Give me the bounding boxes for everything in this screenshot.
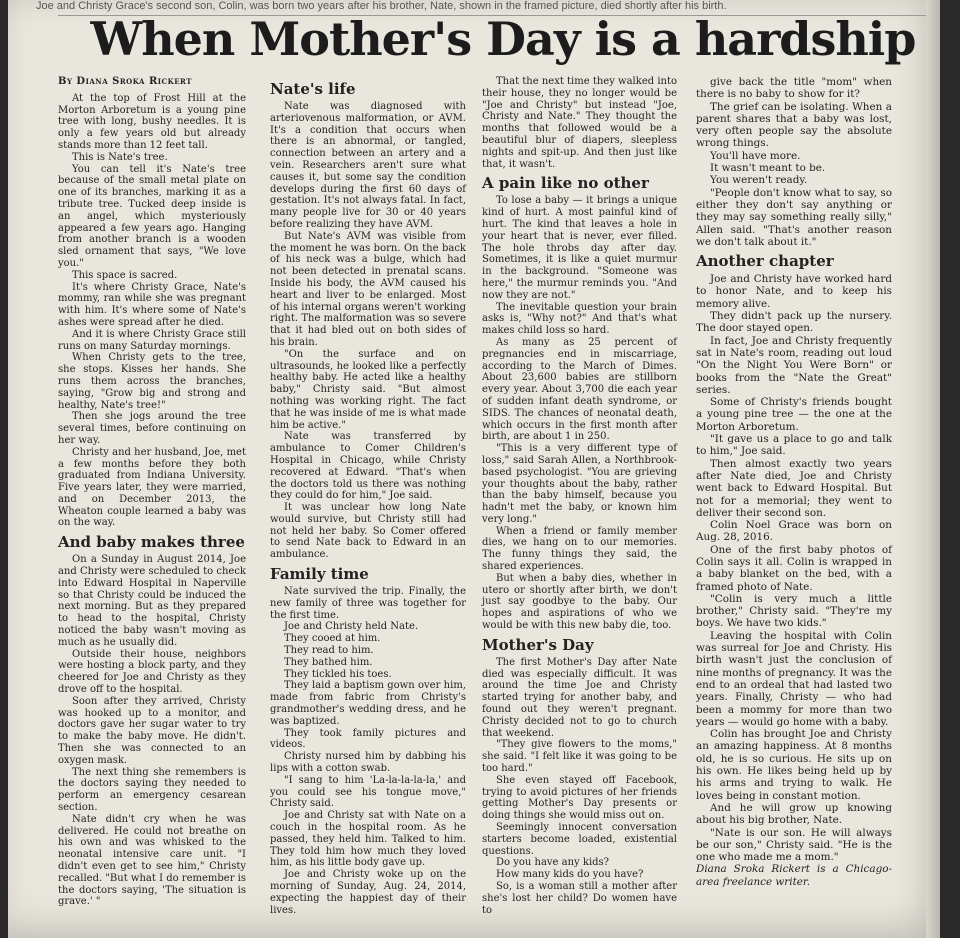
paragraph: So, is a woman still a mother after she's lost her child? Do women have to: [482, 881, 677, 916]
paragraph: They didn't pack up the nursery. The door stayed open.: [696, 310, 892, 335]
paragraph: You weren't ready.: [710, 174, 808, 187]
paragraph: Soon after they arrived, Christy was hooked up to a monitor, and doctors gave her sugar water to try to make the baby move. He didn't. Then she was connected to an oxygen mask.: [58, 695, 246, 766]
paragraph: How many kids do you have?: [496, 869, 644, 881]
page-edge: [926, 0, 940, 938]
paragraph: As many as 25 percent of pregnancies end in miscarriage, according to the March of Dimes. About 23,600 babies are stillborn every year. About 3,700 die each year of sudden infant death syndrome, or SIDS. The chances of neonatal death, which occurs in the first month after birth, are about 1 in 250.: [482, 336, 677, 443]
paragraph: They cooed at him.: [284, 633, 381, 645]
paragraph: But when a baby dies, whether in utero or shortly after birth, we don't just say goodbye to the baby. Our hopes and aspirations of who we would be with this new baby die, too.: [482, 572, 677, 632]
paragraph: Leaving the hospital with Colin was surreal for Joe and Christy. His birth wasn't just the conclusion of nine months of pregnancy. It was the end to an ordeal that had lasted two years. Finally, Christy — who had been a mommy for more than two years — would go home with a baby.: [696, 629, 892, 728]
section-grief: [696, 76, 892, 248]
paragraph: When a friend or family member dies, we hang on to our memories. The funny things they said, the shared experiences.: [482, 525, 677, 573]
section-another-chapter: [696, 253, 892, 863]
paragraph: "Colin is very much a little brother," Christy said. "They're my boys. We have two kids.": [696, 592, 892, 630]
paragraph: It was unclear how long Nate would survive, but Christy still had not held her baby. So Comer offered to send Nate back to Edward in an ambulance.: [270, 502, 466, 561]
paragraph: You can tell it's Nate's tree because of the small metal plate on one of its branches, marking it as a tribute tree. Tucked deep inside is an angel, which mysteriously appeared a few years ago. Hanging from another branch is a wooden sled ornament that says, "We love you.": [58, 163, 246, 269]
paragraph: give back the title "mom" when there is no baby to show for it?: [696, 76, 892, 101]
paragraph: But Nate's AVM was visible from the moment he was born. On the back of his neck was a bulge, which had not been detected in prenatal scans. Inside his body, the AVM caused his heart and liver to be enlarged. Most of his internal organs weren't working right. The malformation was so severe that it had bled out on both sides of his brain.: [270, 230, 466, 348]
paragraph: Nate was diagnosed with arteriovenous malformation, or AVM. It's a condition that occurs when there is an abnormal, or tangled, connection between an artery and a vein. Researchers aren't sure what causes it, but some say the condition develops during the first 60 days of gestation. It's not always fatal. In fact, many people live for 30 or 40 years before realizing they have AVM.: [270, 101, 466, 230]
paragraph: At the top of Frost Hill at the Morton Arboretum is a young pine tree with long, bushy needles. It is only a few years old but already stands more than 12 feet tall.: [58, 92, 246, 151]
paragraph: Colin Noel Grace was born on Aug. 28, 2016.: [696, 519, 892, 544]
paragraph: "I sang to him 'La-la-la-la-la,' and you could see his tongue move," Christy said.: [270, 774, 466, 810]
paragraph: Joe and Christy woke up on the morning of Sunday, Aug. 24, 2014, expecting the happiest day of their lives.: [270, 869, 466, 916]
paragraph: On a Sunday in August 2014, Joe and Christy were scheduled to check into Edward Hospital in Naperville so that Christy could be induced the next morning. But as they prepared to head to the hospital, Christy noticed the baby wasn't moving as much as he usually did.: [58, 554, 246, 648]
paragraph: Then she jogs around the tree several times, before continuing on her way.: [58, 411, 246, 446]
paragraph: Seemingly innocent conversation starters become loaded, existential questions.: [482, 822, 677, 857]
section-heading: Mother's Day: [482, 635, 594, 654]
paragraph: "Nate is our son. He will always be our son," Christy said. "He is the one who made me a mom.": [696, 826, 892, 864]
paragraph: They tickled his toes.: [284, 668, 392, 680]
paragraph: Nate was transferred by ambulance to Comer Children's Hospital in Chicago, while Christy recovered at Edward. "That's when the doctors told us there was nothing they could do for him," Joe said.: [270, 431, 466, 502]
newspaper-page: [8, 0, 940, 938]
paragraph: Nate didn't cry when he was delivered. He could not breathe on his own and was whisked to the neonatal intensive care unit. "I didn't even get to see him," Christy recalled. "But what I do remember is the doctors saying, 'The situation is grave.' ": [58, 813, 246, 908]
author-credit: Diana Sroka Rickert is a Chicago-area freelance writer.: [696, 863, 892, 888]
paragraph: Some of Christy's friends bought a young pine tree — the one at the Morton Arboretum.: [696, 396, 892, 433]
section-nates-life: [270, 81, 466, 561]
paragraph: Nate survived the trip. Finally, the new family of three was together for the first time.: [270, 586, 466, 621]
paragraph: This space is sacred.: [72, 269, 178, 281]
paragraph: Christy nursed him by dabbing his lips with a cotton swab.: [270, 751, 466, 775]
section-and-baby-makes-three: [58, 534, 246, 908]
paragraph: Christy and her husband, Joe, met a few months before they both graduated from Indiana University. Five years later, they were married, and on December 2013, the Wheaton couple learned a baby was on the way.: [58, 446, 246, 529]
column-2: [270, 76, 466, 916]
paragraph: They took family pictures and videos.: [270, 727, 466, 751]
byline: By Diana Sroka Rickert: [58, 76, 192, 87]
paragraph: The inevitable question your brain asks is, "Why not?" And that's what makes child loss so hard.: [482, 301, 677, 337]
paragraph: This is Nate's tree.: [72, 151, 168, 163]
paragraph: They bathed him.: [284, 656, 373, 668]
section-heading: Nate's life: [270, 80, 356, 98]
paragraph: When Christy gets to the tree, she stops. Kisses her hands. She runs them across the branches, saying, "Grow big and strong and healthy, Nate's tree!": [58, 352, 246, 411]
paragraph: In fact, Joe and Christy frequently sat in Nate's room, reading out loud "On the Night You Were Born" or books from the "Nate the Great" series.: [696, 334, 892, 396]
paragraph: The grief can be isolating. When a parent shares that a baby was lost, very often people say the absolute wrong things.: [696, 100, 892, 150]
section-mothers-day: [482, 637, 677, 917]
section-family-time: [270, 566, 466, 916]
column-3: [482, 76, 677, 916]
section-a-pain-like-no-other: [482, 175, 677, 631]
paragraph: You'll have more.: [710, 149, 801, 162]
paragraph: They read to him.: [284, 645, 374, 657]
paragraph: Do you have any kids?: [496, 857, 610, 869]
paragraph: "They give flowers to the moms," she said. "I felt like it was going to be too hard.": [482, 739, 677, 775]
paragraph: They laid a baptism gown over him, made from fabric from Christy's grandmother's wedding dress, and he was baptized.: [270, 680, 466, 727]
paragraph: "It gave us a place to go and talk to him," Joe said.: [696, 433, 892, 458]
headline: When Mother's Day is a hardship: [90, 12, 916, 66]
section-heading: Family time: [270, 565, 369, 584]
section-heading: Another chapter: [696, 252, 834, 271]
paragraph: "People don't know what to say, so either they don't say anything or they may say something really silly," Allen said. "That's another reason we don't talk about it.": [696, 186, 892, 248]
paragraph: And he will grow up knowing about his big brother, Nate.: [696, 801, 892, 827]
column-4: [696, 76, 892, 888]
paragraph: "This is a very different type of loss," said Sarah Allen, a Northbrook-based psychologist. "You are grieving your thoughts about the baby, rather than the baby himself, because you hadn't met the baby, or known him very long.": [482, 443, 677, 525]
column-1: [58, 76, 246, 908]
paragraph: The next thing she remembers is the doctors saying they needed to perform an emergency cesarean section.: [58, 766, 246, 814]
photo-caption: Joe and Christy Grace's second son, Colin, was born two years after his brother, Nate, shown in the framed picture, died shortly after his birth.: [36, 0, 727, 12]
paragraph: It wasn't meant to be.: [710, 162, 826, 175]
paragraph: She even stayed off Facebook, trying to avoid pictures of her friends getting Mother's Day presents or doing things she would miss out on.: [482, 774, 677, 822]
paragraph: Joe and Christy have worked hard to honor Nate, and to keep his memory alive.: [696, 273, 892, 310]
paragraph: The first Mother's Day after Nate died was especially difficult. It was around the time Joe and Christy started trying for another baby, and found out they weren't pregnant. Christy decided not to go to church that weekend.: [482, 656, 677, 739]
paragraph: It's where Christy Grace, Nate's mommy, ran while she was pregnant with him. It's where some of Nate's ashes were spread after he died.: [58, 281, 246, 328]
paragraph: One of the first baby photos of Colin says it all. Colin is wrapped in a baby blanket on the bed, with a framed photo of Nate.: [696, 543, 892, 593]
section-heading: And baby makes three: [58, 533, 245, 552]
paragraph: And it is where Christy Grace still runs on many Saturday mornings.: [58, 328, 246, 352]
section-heading: A pain like no other: [482, 174, 649, 193]
paragraph: Colin has brought Joe and Christy an amazing happiness. At 8 months old, he is so curious. He sits up on his own. He likes being held up by his arms and trying to walk. He loves being in constant motion.: [696, 728, 892, 802]
paragraph: Joe and Christy sat with Nate on a couch in the hospital room. As he passed, they held him. Talked to him. They told him how much they loved him, as his little body gave up.: [270, 810, 466, 869]
section-continued: [482, 76, 677, 170]
paragraph: That the next time they walked into their house, they no longer would be "Joe and Christy" but instead "Joe, Christy and Nate." They thought the months that followed would be a beautiful blur of diapers, sleepless nights and spit-up. And then just like that, it wasn't.: [482, 76, 677, 170]
paragraph: Then almost exactly two years after Nate died, Joe and Christy went back to Edward Hospital. But not for a memorial; they went to deliver their second son.: [696, 457, 892, 519]
section-intro: [58, 93, 246, 529]
paragraph: "On the surface and on ultrasounds, he looked like a perfectly healthy baby. He acted like a healthy baby," Christy said. "But almost nothing was working right. The fact that he was inside of me is what made him be active.": [270, 348, 466, 431]
paragraph: Joe and Christy held Nate.: [284, 621, 419, 633]
paragraph: To lose a baby — it brings a unique kind of hurt. A most painful kind of hurt. The kind that leaves a hole in your heart that is never, ever filled. The hole throbs day after day. Sometimes, it is like a quiet murmur in the background. "Someone was here," the murmur reminds you. "And now they are not.": [482, 195, 677, 301]
paragraph: Outside their house, neighbors were hosting a block party, and they cheered for Joe and Christy as they drove off to the hospital.: [58, 648, 246, 696]
